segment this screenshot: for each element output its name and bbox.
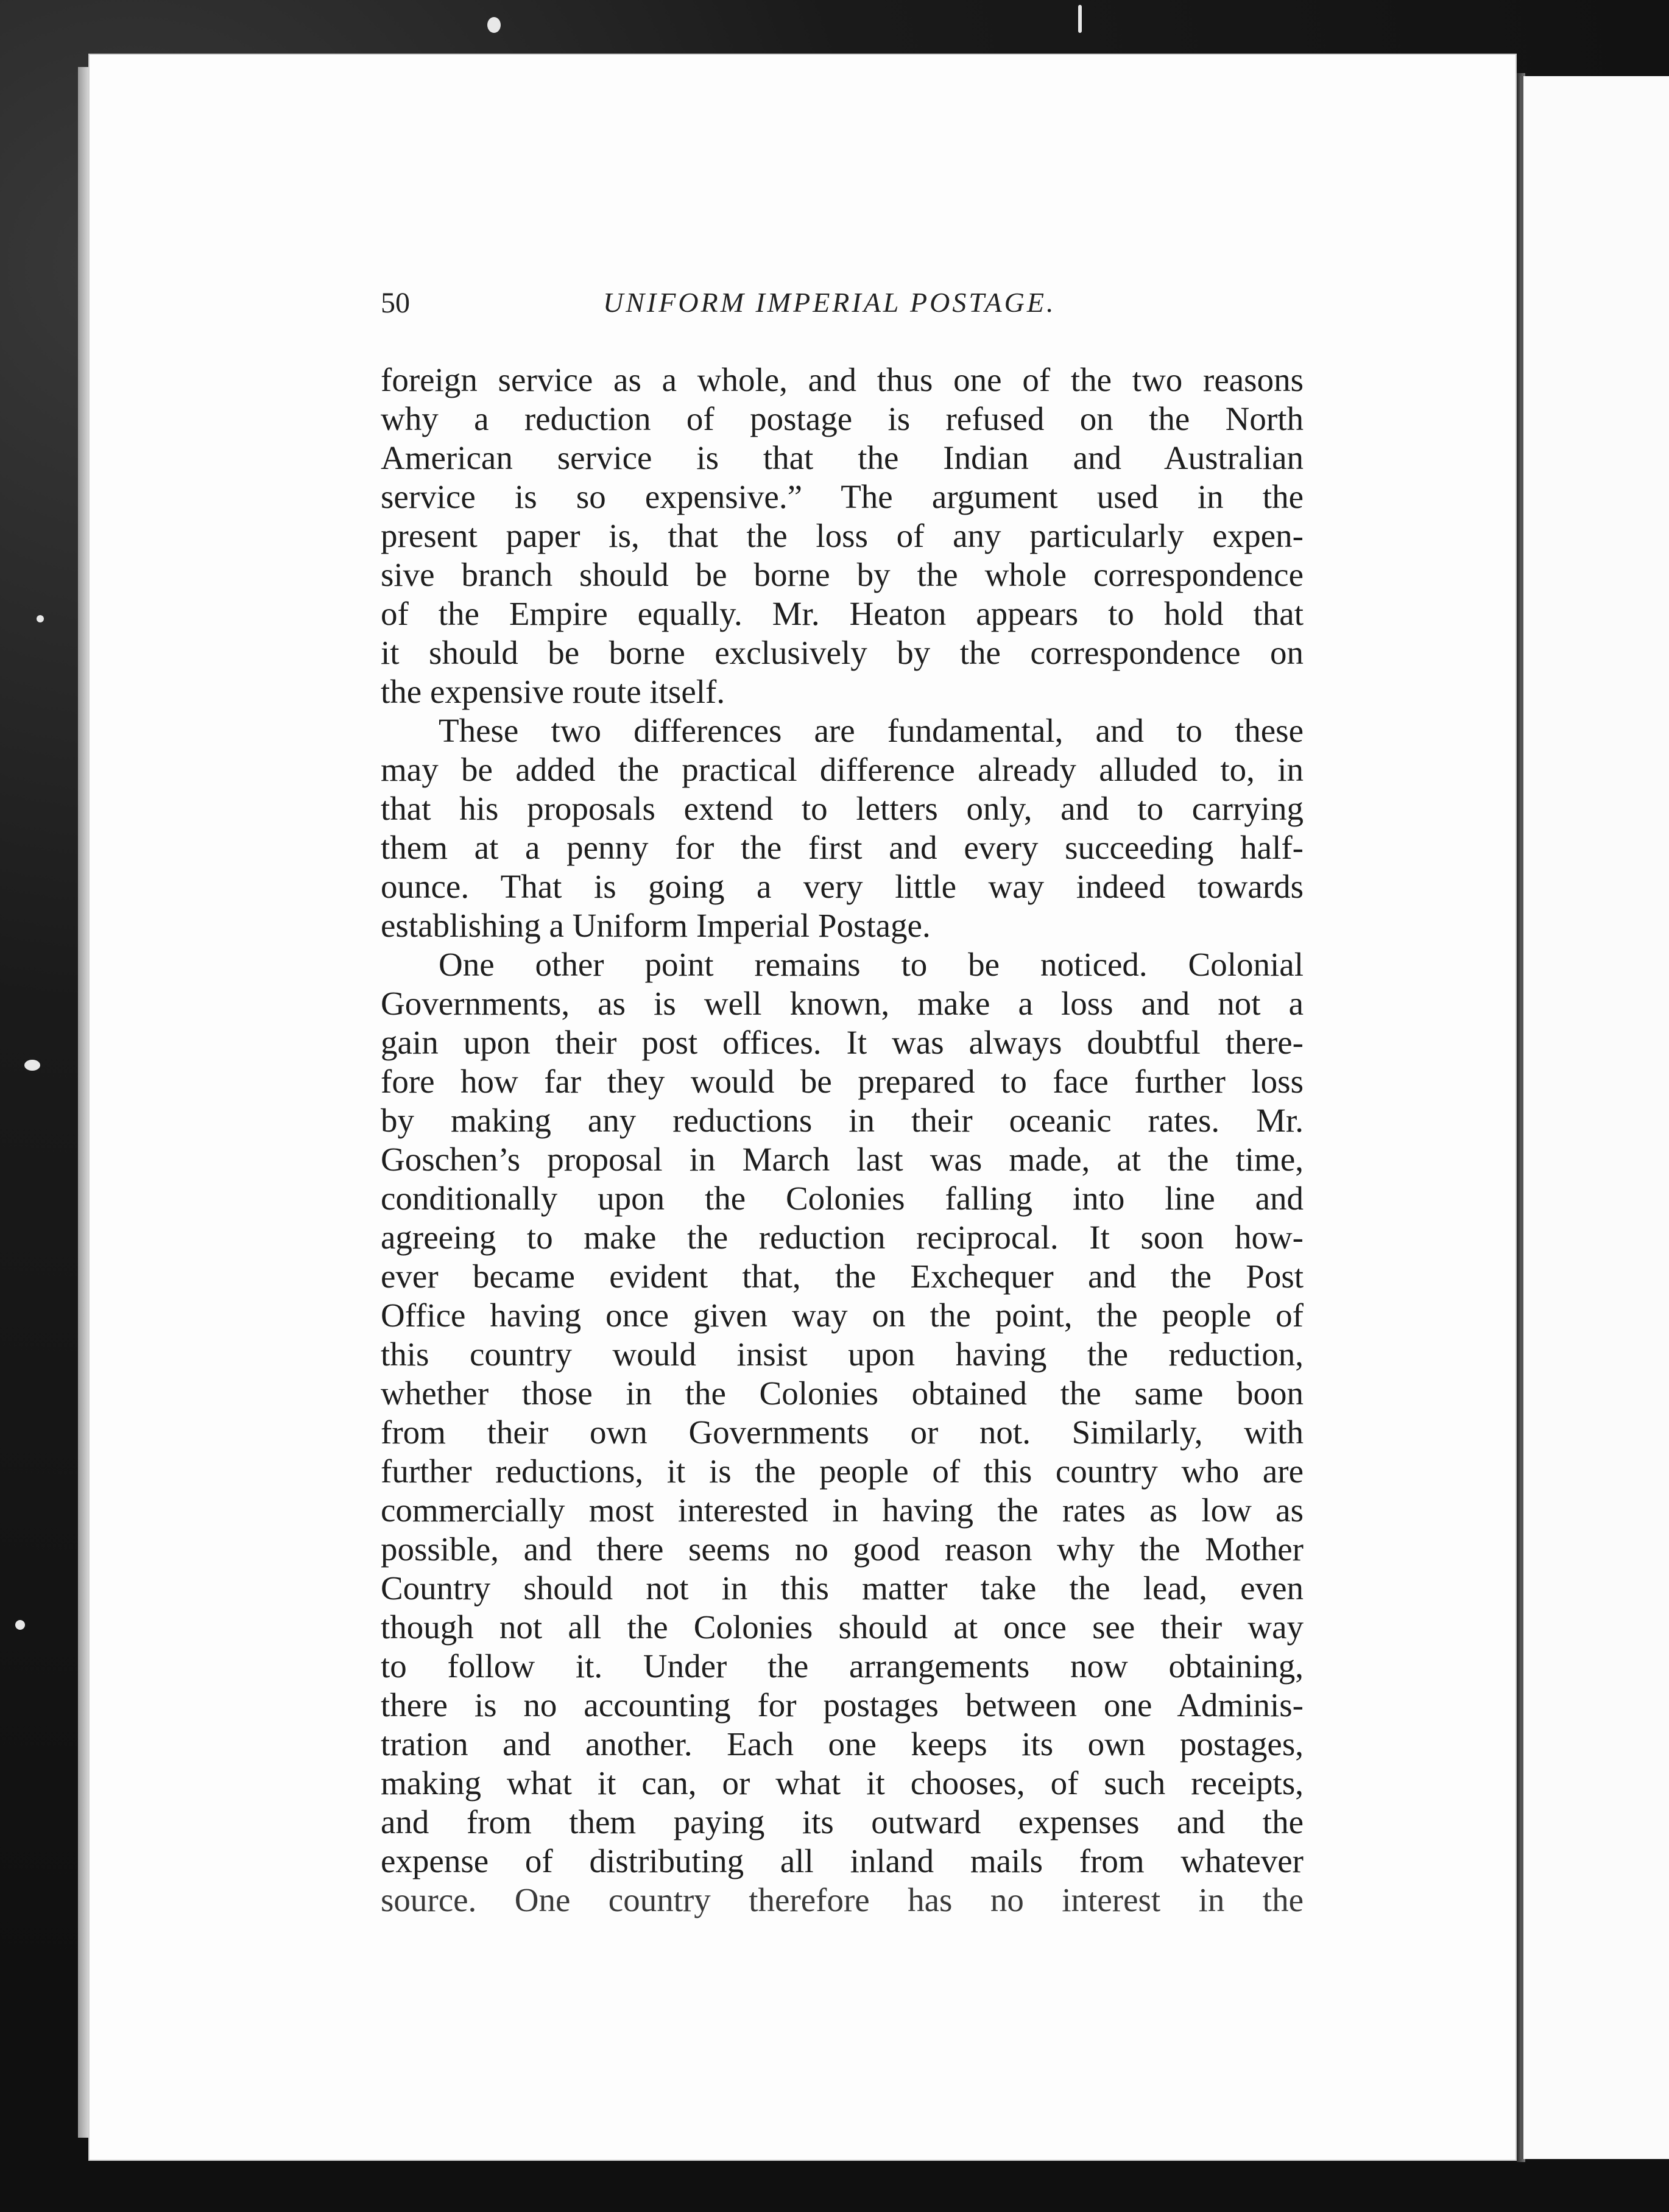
text-line: making what it can, or what it chooses, of such receipts, (381, 1764, 1304, 1802)
text-line: American service is that the Indian and Australian (381, 439, 1304, 476)
text-line: to follow it. Under the arrangements now obtaining, (381, 1647, 1304, 1685)
text-line: gain upon their post offices. It was always doubtful there- (381, 1024, 1304, 1061)
text-line: though not all the Colonies should at once see their way (381, 1608, 1304, 1646)
text-line: this country would insist upon having the reduction, (381, 1336, 1304, 1373)
facing-page (1520, 76, 1669, 2159)
text-line: foreign service as a whole, and thus one of the two reasons (381, 361, 1304, 398)
running-title: UNIFORM IMPERIAL POSTAGE. (603, 287, 1056, 318)
dust-speck (1078, 5, 1082, 33)
dust-speck (37, 615, 44, 622)
text-line: Goschen’s proposal in March last was made, at the time, (381, 1141, 1304, 1178)
text-line: that his proposals extend to letters only, and to carrying (381, 790, 1304, 827)
text-line: and from them paying its outward expenses and the (381, 1803, 1304, 1840)
text-line: may be added the practical difference already alluded to, in (381, 751, 1304, 788)
text-line: present paper is, that the loss of any particularly expen- (381, 517, 1304, 554)
dust-speck (24, 1060, 40, 1071)
text-line: commercially most interested in having the rates as low as (381, 1492, 1304, 1529)
text-line: conditionally upon the Colonies falling into line and (381, 1180, 1304, 1217)
text-line: ever became evident that, the Exchequer and the Post (381, 1258, 1304, 1295)
dust-speck (487, 17, 501, 33)
dust-speck (15, 1620, 25, 1630)
body-text (381, 361, 1304, 1920)
text-line: Office having once given way on the point, the people of (381, 1297, 1304, 1334)
text-line: Country should not in this matter take the lead, even (381, 1569, 1304, 1607)
page-number: 50 (381, 287, 410, 319)
paragraph-start: These two differences are fundamental, and to these (439, 712, 1304, 749)
text-line: source. One country therefore has no interest in the (381, 1881, 1304, 1918)
text-line: Governments, as is well known, make a loss and not a (381, 985, 1304, 1022)
text-line: expense of distributing all inland mails from whatever (381, 1842, 1304, 1879)
text-line: there is no accounting for postages between one Adminis- (381, 1686, 1304, 1724)
text-line: of the Empire equally. Mr. Heaton appears to hold that (381, 595, 1304, 632)
text-line: service is so expensive.” The argument used in the (381, 478, 1304, 515)
text-line: sive branch should be borne by the whole correspondence (381, 556, 1304, 593)
text-line: fore how far they would be prepared to face further loss (381, 1063, 1304, 1100)
text-line: ounce. That is going a very little way indeed towards (381, 868, 1304, 905)
text-line: further reductions, it is the people of this country who are (381, 1453, 1304, 1490)
text-line: from their own Governments or not. Similarly, with (381, 1414, 1304, 1451)
text-line: whether those in the Colonies obtained the same boon (381, 1375, 1304, 1412)
text-line: them at a penny for the first and every succeeding half- (381, 829, 1304, 866)
text-line: tration and another. Each one keeps its own postages, (381, 1725, 1304, 1763)
text-line: the expensive route itself. (381, 673, 725, 710)
text-line: why a reduction of postage is refused on the North (381, 400, 1304, 437)
running-header (381, 286, 1307, 335)
text-line: establishing a Uniform Imperial Postage. (381, 907, 931, 944)
text-line: it should be borne exclusively by the correspondence on (381, 634, 1304, 671)
paragraph-start: One other point remains to be noticed. Colonial (439, 946, 1304, 983)
text-line: agreeing to make the reduction reciprocal. It soon how- (381, 1219, 1304, 1256)
text-line: by making any reductions in their oceanic rates. Mr. (381, 1102, 1304, 1139)
text-line: possible, and there seems no good reason why the Mother (381, 1530, 1304, 1568)
